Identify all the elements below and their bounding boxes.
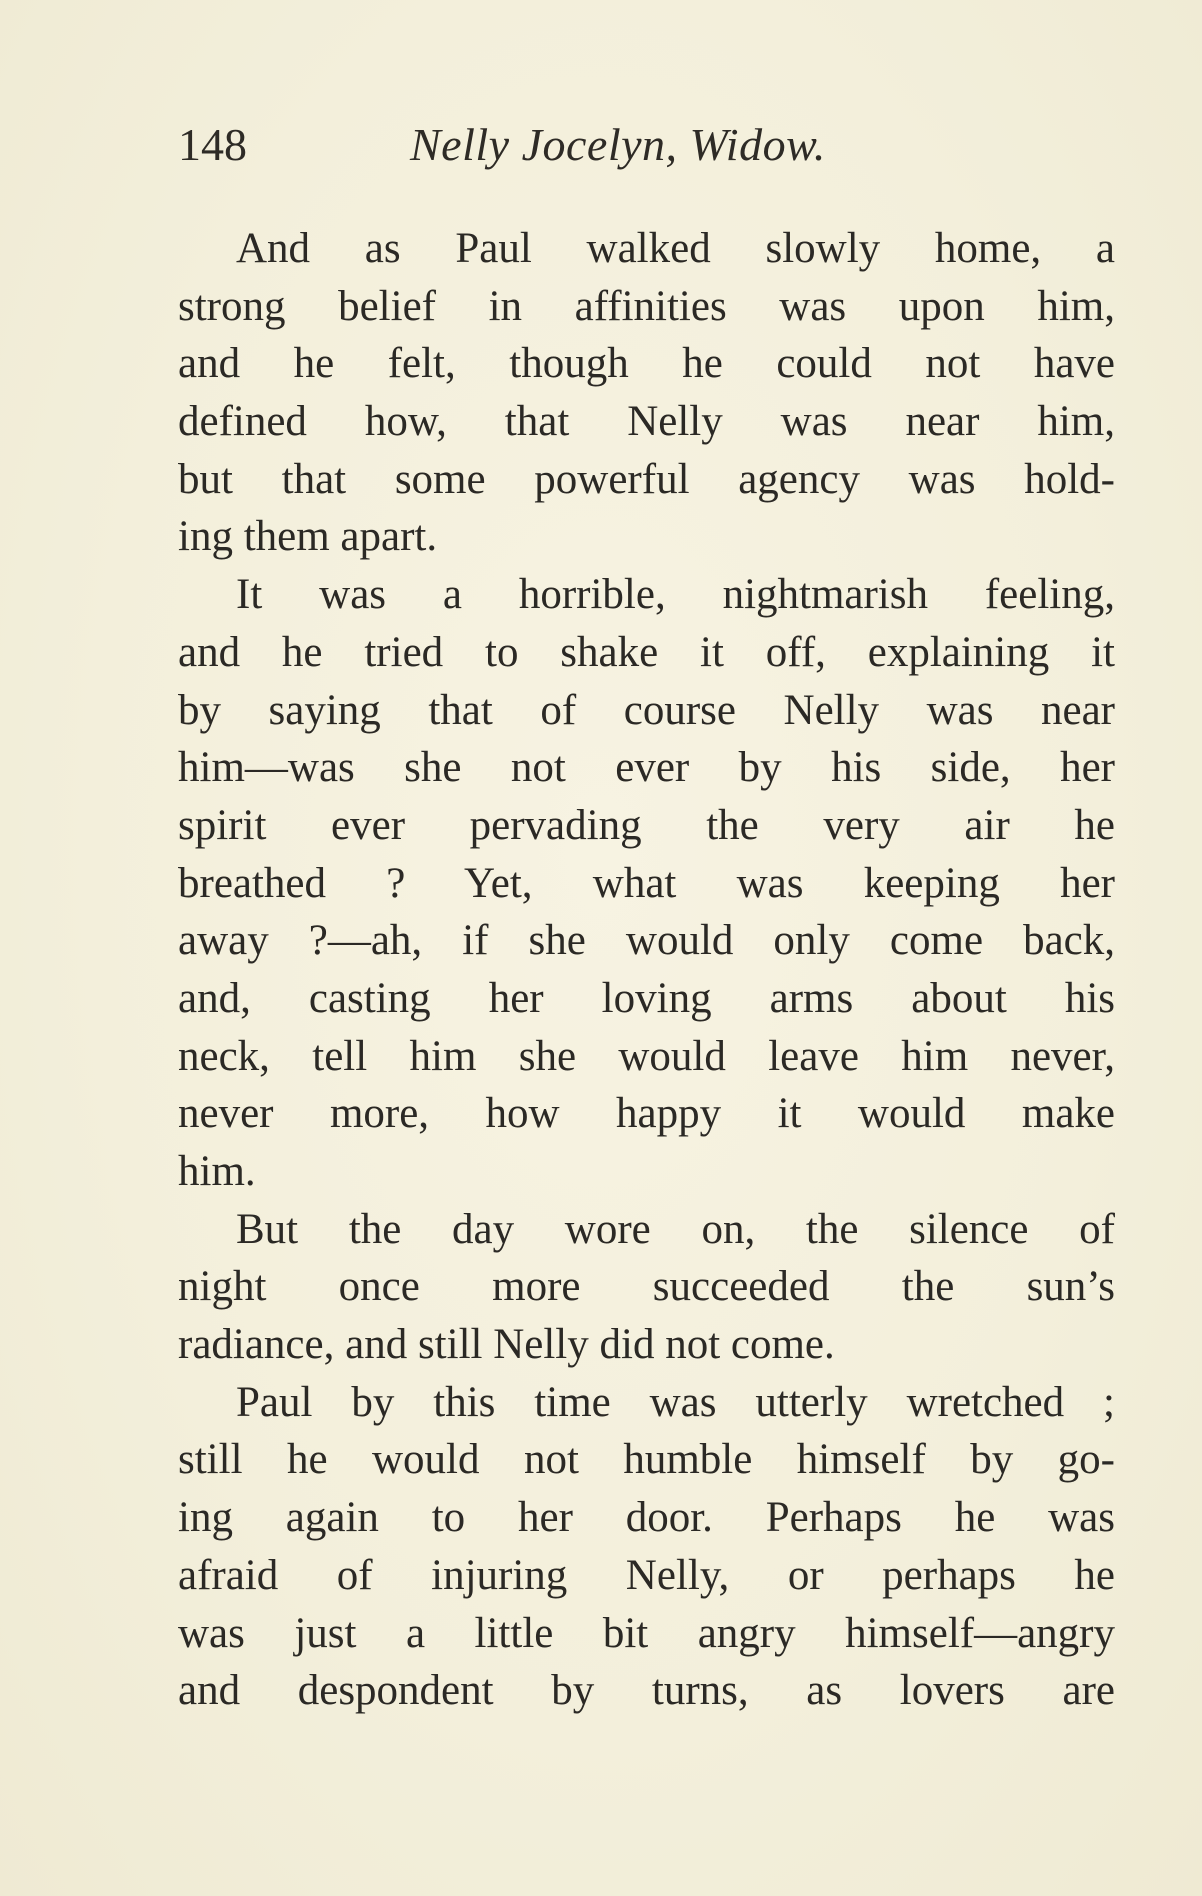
text-line: neck, tell him she would leave him never, <box>178 1032 1115 1080</box>
paragraph <box>178 220 1115 566</box>
paragraph <box>178 1201 1115 1374</box>
text-line: defined how, that Nelly was near him, <box>178 398 1115 446</box>
text-line: Paul by this time was utterly wretched ; <box>236 1378 1115 1426</box>
paragraph <box>178 566 1115 1201</box>
text-line: and he tried to shake it off, explaining it <box>178 628 1115 676</box>
text-line: away ?—ah, if she would only come back, <box>178 917 1115 965</box>
text-line: and despondent by turns, as lovers are <box>178 1667 1115 1715</box>
text-line: him. <box>178 1148 256 1195</box>
text-line: But the day wore on, the silence of <box>236 1205 1115 1253</box>
text-line: strong belief in affinities was upon him, <box>178 282 1115 330</box>
text-line: afraid of injuring Nelly, or perhaps he <box>178 1551 1115 1599</box>
text-line: breathed ? Yet, what was keeping her <box>178 859 1115 907</box>
text-line: still he would not humble himself by go- <box>178 1436 1115 1484</box>
text-line: spirit ever pervading the very air he <box>178 801 1115 849</box>
text-line: radiance, and still Nelly did not come. <box>178 1321 835 1369</box>
text-line: never more, how happy it would make <box>178 1090 1115 1138</box>
page-number: 148 <box>178 119 247 170</box>
text-line: night once more succeeded the sun’s <box>178 1263 1115 1311</box>
text-line: and, casting her loving arms about his <box>178 974 1115 1022</box>
running-head <box>178 118 1028 178</box>
paragraph <box>178 1374 1115 1720</box>
body-text <box>178 220 1115 1720</box>
text-line: him—was she not ever by his side, her <box>178 744 1115 792</box>
text-line: And as Paul walked slowly home, a <box>236 225 1115 272</box>
book-title: Nelly Jocelyn, Widow. <box>410 119 826 170</box>
text-line: but that some powerful agency was hold- <box>178 455 1115 503</box>
text-line: by saying that of course Nelly was near <box>178 686 1115 734</box>
text-line: and he felt, though he could not have <box>178 340 1115 388</box>
text-line: was just a little bit angry himself—angry <box>178 1609 1115 1657</box>
text-line: ing them apart. <box>178 513 438 561</box>
text-line: It was a horrible, nightmarish feeling, <box>236 571 1115 619</box>
text-line: ing again to her door. Perhaps he was <box>178 1494 1115 1542</box>
